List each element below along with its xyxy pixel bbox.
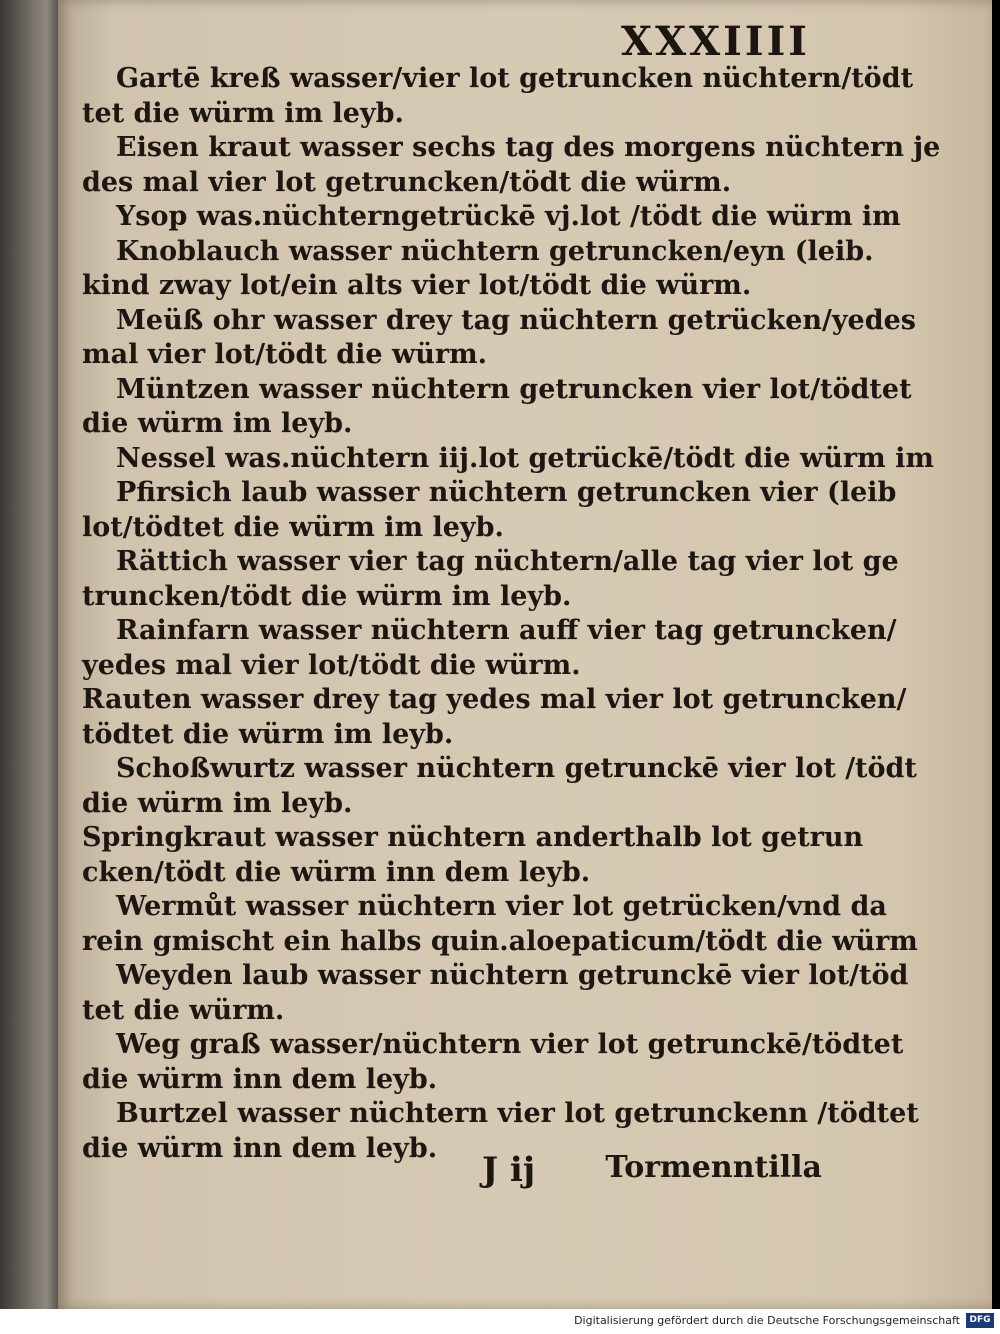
page-edge [992, 0, 1000, 1309]
dfg-logo: DFG [966, 1313, 994, 1328]
text-line: kind zway lot/ein alts vier lot/tödt die würm. [82, 270, 752, 301]
text-line: Wermůt wasser nüchtern vier lot getrücken/vnd da [116, 891, 887, 922]
text-line: Meüß ohr wasser drey tag nüchtern getrücken/yedes [116, 304, 916, 336]
text-line: yedes mal vier lot/tödt die würm. [82, 649, 581, 681]
text-line: Pfirsich laub wasser nüchtern getruncken vier (leib [116, 477, 897, 508]
text-line: lot/tödtet die würm im leyb. [82, 511, 504, 543]
book-spine [0, 0, 58, 1309]
text-line: tödtet die würm im leyb. [82, 718, 454, 750]
text-line: die würm im leyb. [82, 787, 353, 819]
text-line: Rättich wasser vier tag nüchtern/alle tag vier lot ge [116, 546, 899, 577]
funding-credit: Digitalisierung gefördert durch die Deutsche Forschungsgemeinschaft [574, 1314, 960, 1327]
text-line: cken/tödt die würm inn dem leyb. [82, 856, 591, 888]
text-line: Eisen kraut wasser sechs tag des morgens nüchtern je [116, 132, 941, 163]
text-line: die würm inn dem leyb. [82, 1132, 438, 1164]
text-line: die würm inn dem leyb. [82, 1063, 438, 1095]
page-bottom-line [82, 1150, 822, 1190]
text-line: mal vier lot/tödt die würm. [82, 339, 488, 370]
text-line: Springkraut wasser nüchtern anderthalb lot getrun [82, 822, 864, 853]
text-line: Knoblauch wasser nüchtern getruncken/eyn (leib. [116, 235, 874, 267]
text-line: Rauten wasser drey tag yedes mal vier lot getruncken/ [82, 684, 907, 715]
text-line: die würm im leyb. [82, 408, 353, 439]
text-line: Weg graß wasser/nüchtern vier lot getrunckē/tödtet [116, 1029, 904, 1060]
page-text [82, 62, 941, 1166]
text-line: Schoßwurtz wasser nüchtern getrunckē vier lot /tödt [116, 753, 917, 784]
text-line: des mal vier lot getruncken/tödt die würm. [82, 166, 732, 198]
text-line: Rainfarn wasser nüchtern auff vier tag getruncken/ [116, 615, 897, 646]
text-line: Burtzel wasser nüchtern vier lot getrunckenn /tödtet [116, 1098, 919, 1129]
text-line: Gartē kreß wasser/vier lot getruncken nüchtern/tödt [116, 63, 914, 94]
folio-number: XXXIIII [621, 18, 810, 65]
text-line: rein gmischt ein halbs quin.aloepaticum/tödt die würm [82, 925, 918, 957]
signature-mark: J ij [482, 1150, 536, 1190]
text-line: Müntzen wasser nüchtern getruncken vier lot/tödtet [116, 373, 912, 405]
text-line: tet die würm im leyb. [82, 97, 404, 129]
text-line: truncken/tödt die würm im leyb. [82, 580, 572, 612]
text-line: Nessel was.nüchtern iij.lot getrückē/tödt die würm im [116, 442, 934, 474]
text-line: tet die würm. [82, 994, 285, 1026]
footer-bar [0, 1309, 1000, 1334]
text-line: Weyden laub wasser nüchtern getrunckē vier lot/töd [116, 960, 909, 991]
text-line: Ysop was.nüchterngetrückē vj.lot /tödt die würm im [116, 201, 901, 232]
catchword: Tormenntilla [605, 1150, 822, 1185]
